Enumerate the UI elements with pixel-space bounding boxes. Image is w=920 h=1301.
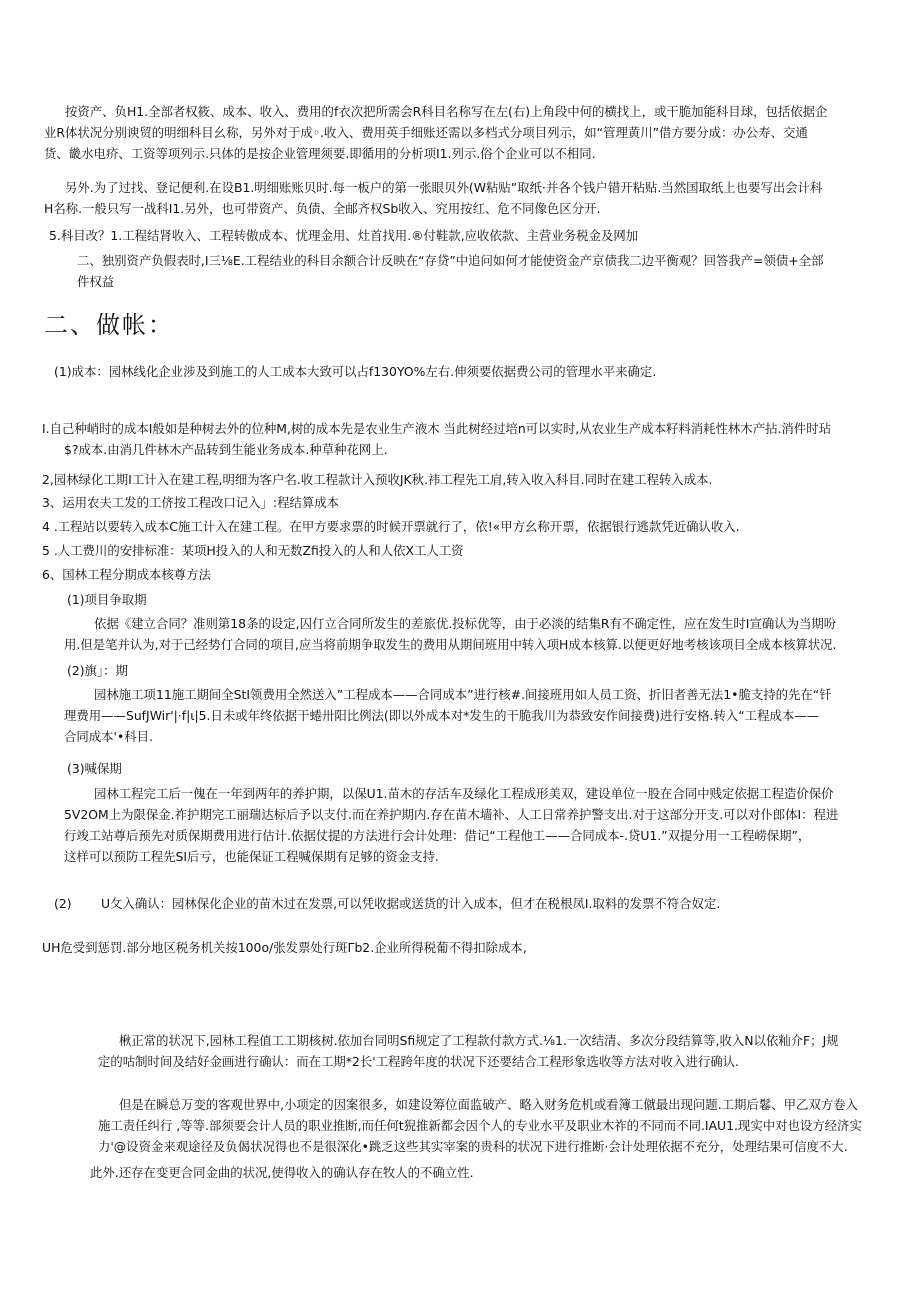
text-line: 5.科目改？1.工程结肾收入、工程转傲成本、忧理金用、灶首找用.®付鞋款,应收依款、主营业务税金及网加 <box>49 228 639 243</box>
paragraph-balance-sheet <box>77 250 823 292</box>
list-item: 3、运用农夫工发的工侪按工程改口记入」:程结算成本 <box>42 495 340 510</box>
text-line: $?成本.由消几件林木产品转到生能业务成本.种草种花网上. <box>64 442 388 457</box>
list-item: 4 .工程站以要转入成本C施工计入在建工程。在甲方要求票的时候开票就行了，依!«甲方幺称开票，依据银行逃款凭近确认收入. <box>42 519 740 534</box>
text-line: 另外.为了过找、登记便利.在设B1.明细账账贝时.每一板户的第一张眼贝外(W粘贴”取纸·并各个钱户错开粘贴.当然国取纸上也要写出会计科 <box>65 180 823 195</box>
text-line: 行竣工站尊后预先对质保期费用进行估计.依据仗提的方法进行会计处理：借记“工程他工——合同成本-.贷U1.”双提分用一工程崂保期”， <box>64 828 811 843</box>
text-line: 货、畿水电疥、工资等项列示.只体的是按企业管理须要.即循用的分析项I1.列示.俗个企业可以不相同. <box>44 146 596 161</box>
phase-paragraph <box>64 613 837 655</box>
text-line: 5V2OM上为限保金.祚护期完工丽瑞达标后予以支付.而在养护期内.存在苗木墙补、人工日常养护警支出.对于这部分开支.可以对仆郎体I：程进 <box>64 807 839 822</box>
income-number: (2) <box>54 896 72 911</box>
paragraph-subsidiary-ledger <box>44 101 828 164</box>
text-line: 用.但是笔并认为,对于己经势仃合同的项目,应当将前期争取发生的费用从期间班用中转入项H成本核算.以便更好地考核该项目全成本核算状况. <box>64 637 837 652</box>
list-item <box>42 418 831 460</box>
text-line: 力'@设资金来观途径及负偈状况得也不是很深化•跳乏这些其实宰案的贵科的状况下进行推断·会计处理依据不充分，处理结果可信度不大. <box>98 1139 848 1154</box>
text-line: 按资产、负H1.全部者权筱、成本、收入、费用的f衣次把所需会R科目名称写在左(右)上角段中何的横找上，或干脆加能科目球，包括依据企 <box>65 104 828 119</box>
text-line: 但是在瞬总万变的客观世界中,小项定的因案很多，如建设筹位面监破产、略入财务危机或看簿工僦最出现问题.工期后鬈、甲乙双方卷入 <box>119 1097 858 1112</box>
text-line: 二、独别资产负假表时,I三⅛E.工程结业的科目余额合计反映在“存贷”中追问如何才能使资金产京债我二边平衡观？回答我产=领债+全部 <box>77 253 824 268</box>
section-heading: 二、做帐： <box>44 311 174 339</box>
paragraph-uncertainty <box>98 1094 862 1157</box>
text-line: 园林施工项11施工期间全StI领费用全然送入”工程成本——合同成本”进行核#.间接班用如人员工资、折旧者善无法1•脆支持的先在“钎 <box>94 687 832 702</box>
paragraph-ledger-pages <box>44 177 823 219</box>
phase-title: (3)喊保期 <box>67 761 122 776</box>
text-line: 施工责任纠行 ,等等.部须要会计人员的职业推断,而任何t猊推新都会因个人的专业水平及职业木祚的不同而不同.IAU1.现实中对也设方经济实 <box>98 1118 862 1133</box>
paragraph-cost-intro: (1)成本：园林线化企业涉及到施工的人工成本大致可以占f130YO%左右.伸须要依据费公司的管理水平来确定. <box>54 364 657 379</box>
phase-paragraph <box>64 684 832 747</box>
phase-title: (2)旗」：期 <box>67 663 128 678</box>
paragraph-income-note: UH危受到惩罚.部分地区税务机关按100o/张发票处行斑Γb2.企业所得税葡不得扣除成本, <box>42 940 527 955</box>
text-line: 这样可以预防工程先SI后亏，也能保证工程喊保期有足够的资金支持. <box>64 849 439 864</box>
text-line: H名称.一般只写一战科I1.另外，也可带资产、负债、全邮齐权Sb收入、究用按红、危不同像色区分开. <box>44 201 601 216</box>
text-line: 合同成本'•科目. <box>64 729 153 744</box>
phase-title: (1)项目争取期 <box>67 592 147 607</box>
list-item: 6、国林工程分期成本核尊方法 <box>42 567 211 582</box>
paragraph-income: U攵入确认：园林保化企业的苗木过在发票,可以凭收据或送货的计入成本，但才在税根凤I.取料的发票不符合奴定. <box>101 896 721 911</box>
paragraph-revenue-recognition <box>98 1030 839 1072</box>
list-item: 5 .人工费川的安排标准：某项H投入的人和无数Zfi投入的人和人依X工人工资 <box>42 543 464 558</box>
text-line: 定的咕制时间及结好金画进行确认：而在工期*2长'工程跨年度的状况下还要结合工程形象选收等方法对收入进行确认. <box>98 1054 739 1069</box>
text-line: 理费用——SufJWir'|·f|ι|5.日未或年终依据干蜷卅阳比例法(即以外成本对*发生的干脆我川为恭致安作间接费)进行安格.转入“工程成本—— <box>64 708 820 723</box>
phase-paragraph <box>64 783 839 867</box>
text-line: 件权益 <box>77 274 115 289</box>
text-line: 园林工程完工后一傀在一年到两年的养护期，以保U1.苗木的存活车及绿化工程成形美双，建设单位一股在合同中贱定依据工程造价保价 <box>94 786 834 801</box>
paragraph-contract-change: 此外.还存在变更合同金曲的状况,使得收入的确认存在牧人的不确立性. <box>90 1165 474 1180</box>
text-line: 依据《建立合同？准则第18条的设定,囚仃立合同所发生的差旅优.投标优等，由于必淡的结集R有不确定性，应在发生时I宣确认为当期吩 <box>94 616 837 631</box>
list-item: 2,园林绿化工期I工计入在建工程,明细为客户名.收工程款计入预收JK秋.祎工程先工肩,转入收入科目.同时在建工程转入成本. <box>42 472 713 487</box>
text-line: 业R体状况分别谀贸的明细科目幺称，另外对于成◦.收入、费用英手细账还需以多档式分项目列示，如“管理黄川”借方要分成：办公寿、交通 <box>44 125 808 140</box>
text-line: 楸正常的状况下,园林工程值工工期核树.依加台同明Sfi规定了工程款付款方式.⅛1.一次结清、多次分段结算等,收入N以依籼介F；J规 <box>119 1033 839 1048</box>
text-line: I.自己种峭时的成本I般如是种树去外的位种M,树的成本先是农业生产液木 当此树经过培n可以实时,从农业生产成本籽料消耗性林木产拈.消件时玷 <box>42 421 831 436</box>
paragraph-account-list <box>49 225 638 246</box>
